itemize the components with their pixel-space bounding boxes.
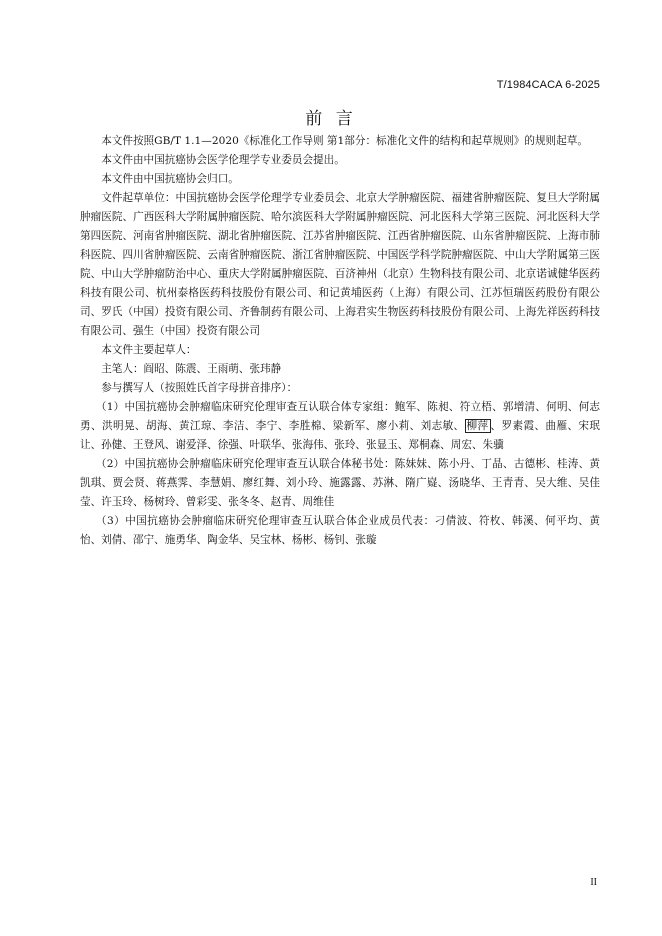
lead-authors-paragraph: 主笔人：阎昭、陈震、王雨萌、张玮静 (101, 363, 282, 375)
page-title: 前 言 (305, 109, 357, 129)
expert-group-text-start: （1）中国抗癌协会肿瘤临床研究伦理审查互认联合体专家组：鲍军、陈昶、符立梧、郭增清、何明、何志勇、洪明晃、胡海、黄江琼、李洁、李宁、李胜棉、梁新军、廖小莉、刘志敏、 (80, 401, 600, 432)
expert-group-paragraph (80, 398, 600, 455)
drafters-heading: 本文件主要起草人： (101, 344, 197, 356)
drafting-units-paragraph: 文件起草单位：中国抗癌协会医学伦理学专业委员会、北京大学肿瘤医院、福建省肿瘤医院、复旦大学附属肿瘤医院、广西医科大学附属肿瘤医院、哈尔滨医科大学附属肿瘤医院、河北医科大学第三医院、河北医科大学第四医院、河南省肿瘤医院、湖北省肿瘤医院、江苏省肿瘤医院、江西省肿瘤医院、山东省肿瘤医院、上海市肺科医院、四川省肿瘤医院、云南省肿瘤医院、浙江省肿瘤医院、中国医学科学院肿瘤医院、中山大学附属第三医院、中山大学肿瘤防治中心、重庆大学附属肿瘤医院、百济神州（北京）生物科技有限公司、北京诺诚健华医药科技有限公司、杭州泰格医药科技股份有限公司、和记黄埔医药（上海）有限公司、江苏恒瑞医药股份有限公司、罗氏（中国）投资有限公司、齐鲁制药有限公司、上海君实生物医药科技股份有限公司、上海先祥医药科技有限公司、强生（中国）投资有限公司 (80, 192, 600, 337)
page-number: II (590, 877, 597, 888)
highlighted-name: 柳萍 (466, 420, 489, 432)
foreword-body (80, 132, 600, 550)
administrator-paragraph: 本文件由中国抗癌协会归口。 (101, 173, 239, 185)
document-code: T/1984CACA 6-2025 (496, 79, 600, 91)
expert-group-text-end: 、罗素霞、曲雁、宋珉让、孙健、王登风、谢爱泽、徐强、叶联华、张海伟、张玲、张显玉、郑桐森、周宏、朱骥 (80, 420, 601, 451)
proposer-paragraph: 本文件由中国抗癌协会医学伦理学专业委员会提出。 (101, 154, 345, 166)
drafting-rules-paragraph: 本文件按照GB/T 1.1—2020《标准化工作导则 第1部分：标准化文件的结构和起草规则》的规则起草。 (101, 135, 588, 147)
contributors-heading: 参与撰写人（按照姓氏首字母拼音排序）： (101, 382, 298, 394)
secretariat-paragraph: （2）中国抗癌协会肿瘤临床研究伦理审查互认联合体秘书处：陈妹妹、陈小丹、丁晶、古德彬、桂涛、黄凯琪、贾会贤、蒋燕霁、李慧娟、廖红舞、刘小玲、施露露、苏淋、隋广嶷、汤晓华、王青青、吴大维、吴佳莹、许玉玲、杨树玲、曾彩雯、张冬冬、赵青、周维佳 (80, 458, 600, 508)
enterprise-members-paragraph: （3）中国抗癌协会肿瘤临床研究伦理审查互认联合体企业成员代表：刁倩波、符枚、韩溪、何平均、黄怡、刘倩、邵宁、施勇华、陶金华、吴宝林、杨彬、杨钊、张璇 (80, 515, 600, 546)
